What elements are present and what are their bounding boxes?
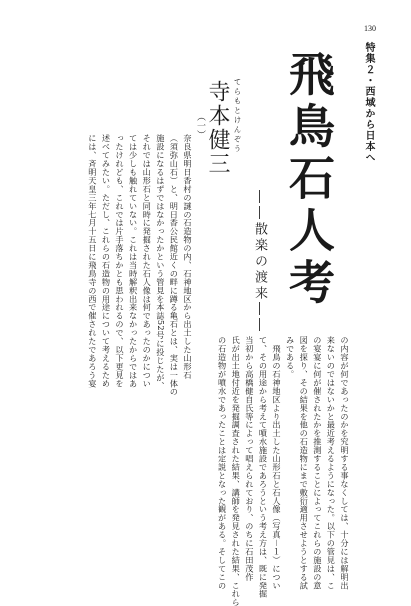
text-line: ては少しも触れていない。これは当時解釈出来なかったからではあ	[128, 134, 139, 388]
text-line: みである。	[285, 336, 296, 379]
series-label: 特集２・西域から日本へ	[363, 42, 374, 163]
text-line: には、斉明天皇三年七月十五日に飛鳥寺の西で催されたであろう宴	[87, 134, 98, 388]
text-line: 施設になるはずではなかったかという管見を本誌52号に投じたが、	[155, 134, 166, 390]
body-text-upper	[58, 134, 194, 396]
author-ruby: てらもとけんぞう	[233, 78, 242, 154]
text-line: て、その用途から考えて噴水施設であろうという考え方は、既に発掘	[258, 336, 269, 598]
text-line: の宴宴に何が催されたかを推測することによってこれらの施設の意	[312, 336, 323, 590]
text-line: の石造物が噴水であったことは定説となった観がある。そしてこの	[217, 336, 228, 590]
author-name: 寺本健三	[205, 80, 230, 176]
text-line: ったけれども、これでは片手落ちかとも思われるので、以下更見を	[115, 134, 126, 388]
text-line: 飛鳥の石神地区より出土した山形石と石人像（写真－１）につい	[272, 336, 283, 590]
text-line: 図を探り、その結果を他の石造物にまで敷衍適用させようとする試	[299, 336, 310, 590]
body-text-lower	[98, 336, 351, 606]
article-subtitle: ――散楽の渡来――	[252, 190, 267, 334]
text-line: 奈良県明日香村の謎の石造物の内、石神地区から出土した山形石	[183, 134, 193, 380]
text-line: 当初から高橋健自氏等によって唱えられており、のちに石田茂作	[244, 336, 255, 582]
article-title: 飛鳥石人考	[282, 50, 336, 310]
section-heading: （一）	[195, 112, 205, 139]
text-line: 氏が出土地付近を発掘調査された結果、講師を発見された結果、これら	[231, 336, 242, 606]
text-line: それでは山形石と同時に発掘された石人像は何であったのかについ	[142, 134, 153, 388]
text-line: 来ないのではないかと最近考えるようになった。以下の管見は、こ	[326, 336, 337, 590]
text-line: 述べてみたい。ただし、これらの石造物の用途について考えるため	[101, 134, 112, 388]
text-line: の内容が何であったのかを究明する事なくしては、十分には解明出	[340, 336, 350, 590]
page-number: 130	[364, 24, 376, 33]
text-line: （須弥山石）と、明日香公民館近くの畔に蹲る亀石とは、実は一体の	[169, 134, 180, 396]
